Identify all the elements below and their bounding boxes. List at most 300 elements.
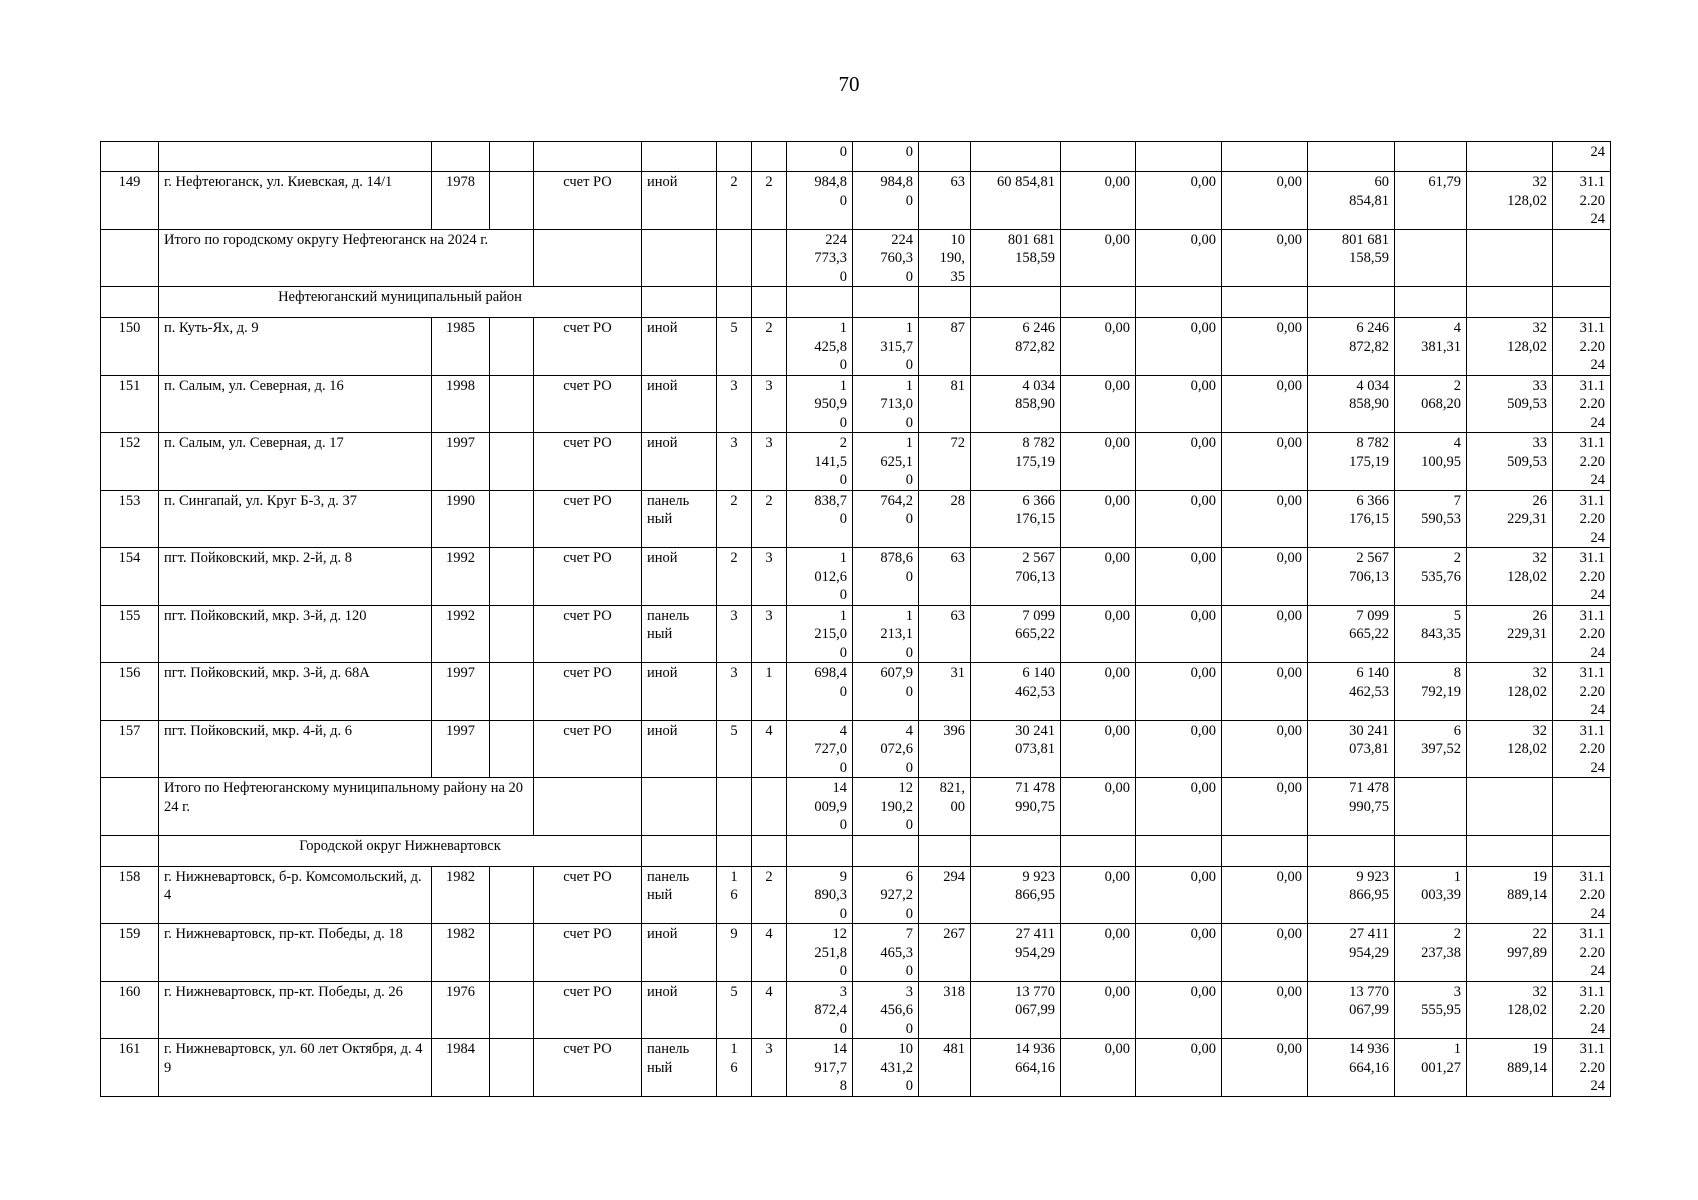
cell-deadline: 31.1 2.20 24 — [1553, 866, 1611, 924]
cell-entrances: 2 — [752, 172, 787, 230]
cell-num: 153 — [101, 490, 159, 548]
cell-wall-type: иной — [642, 663, 717, 721]
cell-residents: 72 — [919, 433, 971, 491]
cell-area-total: 14 009,9 0 — [787, 778, 853, 836]
cell-deadline — [1553, 287, 1611, 318]
cell-floors: 3 — [717, 375, 752, 433]
cell-fund-region: 0,00 — [1136, 318, 1222, 376]
cell-area-total — [787, 835, 853, 866]
cell-num: 151 — [101, 375, 159, 433]
cell-fund-owners: 27 411 954,29 — [1308, 924, 1395, 982]
cell-wall-type: иной — [642, 548, 717, 606]
cell-fund-fed — [1061, 287, 1136, 318]
cell-fund-fed: 0,00 — [1061, 229, 1136, 287]
cell-year: 1997 — [432, 433, 490, 491]
cell-account: счет РО — [534, 720, 642, 778]
cell-fund-fed: 0,00 — [1061, 924, 1136, 982]
housing-register-table — [100, 141, 1611, 1097]
cell-area-total: 0 — [787, 142, 853, 172]
cell-fund-fed: 0,00 — [1061, 605, 1136, 663]
cell-limit-per-m2: 33 509,53 — [1467, 433, 1553, 491]
cell-account: счет РО — [534, 548, 642, 606]
cell-wall-type: панель ный — [642, 866, 717, 924]
table-row — [101, 318, 1611, 376]
cell-area-living — [853, 835, 919, 866]
cell-cost-per-m2: 7 590,53 — [1395, 490, 1467, 548]
cell-fund-local: 0,00 — [1222, 1039, 1308, 1097]
cell-fund-fed: 0,00 — [1061, 663, 1136, 721]
cell-entrances: 2 — [752, 490, 787, 548]
cell-residents — [919, 287, 971, 318]
cell-num — [101, 835, 159, 866]
cell-cost: 9 923 866,95 — [971, 866, 1061, 924]
cell-fund-region: 0,00 — [1136, 1039, 1222, 1097]
table-row — [101, 142, 1611, 172]
cell-entrances: 4 — [752, 924, 787, 982]
cell-cost-per-m2 — [1395, 778, 1467, 836]
cell-residents: 10 190, 35 — [919, 229, 971, 287]
cell-residents: 28 — [919, 490, 971, 548]
cell-wall-type: иной — [642, 375, 717, 433]
cell-deadline: 31.1 2.20 24 — [1553, 720, 1611, 778]
cell-fund-local — [1222, 142, 1308, 172]
cell-fund-region: 0,00 — [1136, 866, 1222, 924]
cell-cost: 27 411 954,29 — [971, 924, 1061, 982]
cell-wall-type — [642, 287, 717, 318]
cell-fund-local: 0,00 — [1222, 866, 1308, 924]
cell-blank — [490, 375, 534, 433]
cell-wall-type: панель ный — [642, 490, 717, 548]
cell-limit-per-m2: 32 128,02 — [1467, 663, 1553, 721]
cell-cost — [971, 835, 1061, 866]
cell-fund-local: 0,00 — [1222, 778, 1308, 836]
section-row — [101, 835, 1611, 866]
cell-num — [101, 142, 159, 172]
cell-deadline: 31.1 2.20 24 — [1553, 375, 1611, 433]
cell-residents: 87 — [919, 318, 971, 376]
cell-blank — [490, 548, 534, 606]
cell-blank — [490, 142, 534, 172]
cell-fund-local: 0,00 — [1222, 663, 1308, 721]
cell-account: счет РО — [534, 375, 642, 433]
cell-fund-owners: 2 567 706,13 — [1308, 548, 1395, 606]
cell-floors: 2 — [717, 548, 752, 606]
cell-year: 1982 — [432, 866, 490, 924]
cell-address: пгт. Пойковский, мкр. 4-й, д. 6 — [159, 720, 432, 778]
cell-num — [101, 778, 159, 836]
cell-area-living: 1 713,0 0 — [853, 375, 919, 433]
cell-fund-region: 0,00 — [1136, 172, 1222, 230]
cell-blank — [490, 663, 534, 721]
table-row — [101, 490, 1611, 548]
cell-wall-type: иной — [642, 981, 717, 1039]
cell-fund-local: 0,00 — [1222, 605, 1308, 663]
cell-fund-fed: 0,00 — [1061, 490, 1136, 548]
cell-fund-local: 0,00 — [1222, 375, 1308, 433]
cell-deadline: 31.1 2.20 24 — [1553, 548, 1611, 606]
cell-wall-type: иной — [642, 720, 717, 778]
cell-fund-fed: 0,00 — [1061, 1039, 1136, 1097]
cell-limit-per-m2: 22 997,89 — [1467, 924, 1553, 982]
cell-fund-region: 0,00 — [1136, 548, 1222, 606]
cell-address — [159, 142, 432, 172]
cell-residents: 821, 00 — [919, 778, 971, 836]
cell-area-total: 1 950,9 0 — [787, 375, 853, 433]
cell-year: 1992 — [432, 548, 490, 606]
table-row — [101, 548, 1611, 606]
cell-fund-region: 0,00 — [1136, 229, 1222, 287]
cell-cost-per-m2: 1 001,27 — [1395, 1039, 1467, 1097]
cell-account: счет РО — [534, 866, 642, 924]
cell-cost: 801 681 158,59 — [971, 229, 1061, 287]
cell-year: 1998 — [432, 375, 490, 433]
cell-cost-per-m2: 2 535,76 — [1395, 548, 1467, 606]
cell-fund-fed: 0,00 — [1061, 720, 1136, 778]
cell-deadline: 31.1 2.20 24 — [1553, 433, 1611, 491]
cell-cost-per-m2: 2 068,20 — [1395, 375, 1467, 433]
cell-area-living: 1 625,1 0 — [853, 433, 919, 491]
cell-area-living: 12 190,2 0 — [853, 778, 919, 836]
cell-area-total: 2 141,5 0 — [787, 433, 853, 491]
cell-area-total: 12 251,8 0 — [787, 924, 853, 982]
cell-cost: 60 854,81 — [971, 172, 1061, 230]
cell-year: 1992 — [432, 605, 490, 663]
cell-fund-owners: 8 782 175,19 — [1308, 433, 1395, 491]
cell-entrances — [752, 835, 787, 866]
cell-wall-type — [642, 142, 717, 172]
cell-blank — [490, 866, 534, 924]
cell-entrances: 1 — [752, 663, 787, 721]
cell-address: п. Салым, ул. Северная, д. 16 — [159, 375, 432, 433]
cell-residents: 267 — [919, 924, 971, 982]
cell-residents: 63 — [919, 605, 971, 663]
cell-area-living: 224 760,3 0 — [853, 229, 919, 287]
cell-fund-fed: 0,00 — [1061, 548, 1136, 606]
cell-area-total: 9 890,3 0 — [787, 866, 853, 924]
cell-cost-per-m2 — [1395, 142, 1467, 172]
cell-fund-fed: 0,00 — [1061, 866, 1136, 924]
cell-limit-per-m2: 32 128,02 — [1467, 318, 1553, 376]
cell-fund-owners: 7 099 665,22 — [1308, 605, 1395, 663]
cell-area-living: 0 — [853, 142, 919, 172]
cell-floors: 5 — [717, 981, 752, 1039]
cell-area-total: 1 425,8 0 — [787, 318, 853, 376]
cell-residents: 318 — [919, 981, 971, 1039]
cell-deadline: 31.1 2.20 24 — [1553, 981, 1611, 1039]
cell-cost: 8 782 175,19 — [971, 433, 1061, 491]
cell-cost: 2 567 706,13 — [971, 548, 1061, 606]
cell-wall-type: иной — [642, 318, 717, 376]
cell-blank — [490, 318, 534, 376]
cell-wall-type: иной — [642, 433, 717, 491]
table-row — [101, 375, 1611, 433]
cell-area-living: 878,6 0 — [853, 548, 919, 606]
cell-area-total: 4 727,0 0 — [787, 720, 853, 778]
cell-area-living: 764,2 0 — [853, 490, 919, 548]
cell-address: пгт. Пойковский, мкр. 3-й, д. 68А — [159, 663, 432, 721]
cell-deadline: 31.1 2.20 24 — [1553, 490, 1611, 548]
cell-cost-per-m2: 3 555,95 — [1395, 981, 1467, 1039]
cell-entrances — [752, 287, 787, 318]
cell-account: счет РО — [534, 490, 642, 548]
table-row — [101, 924, 1611, 982]
cell-area-living: 1 315,7 0 — [853, 318, 919, 376]
cell-blank — [490, 490, 534, 548]
cell-floors: 5 — [717, 720, 752, 778]
cell-wall-type: иной — [642, 924, 717, 982]
cell-residents: 63 — [919, 172, 971, 230]
cell-fund-owners: 6 246 872,82 — [1308, 318, 1395, 376]
cell-cost-per-m2 — [1395, 835, 1467, 866]
cell-cost: 30 241 073,81 — [971, 720, 1061, 778]
cell-fund-fed — [1061, 142, 1136, 172]
cell-deadline: 31.1 2.20 24 — [1553, 605, 1611, 663]
cell-area-total: 838,7 0 — [787, 490, 853, 548]
cell-entrances: 4 — [752, 720, 787, 778]
cell-fund-region: 0,00 — [1136, 490, 1222, 548]
cell-entrances: 3 — [752, 1039, 787, 1097]
cell-num — [101, 229, 159, 287]
cell-cost-per-m2 — [1395, 287, 1467, 318]
cell-residents — [919, 142, 971, 172]
cell-area-total: 14 917,7 8 — [787, 1039, 853, 1097]
cell-entrances — [752, 142, 787, 172]
cell-address: п. Сингапай, ул. Круг Б-3, д. 37 — [159, 490, 432, 548]
cell-num: 150 — [101, 318, 159, 376]
cell-entrances: 3 — [752, 605, 787, 663]
cell-area-living: 10 431,2 0 — [853, 1039, 919, 1097]
cell-fund-owners: 801 681 158,59 — [1308, 229, 1395, 287]
cell-year: 1978 — [432, 172, 490, 230]
cell-account: счет РО — [534, 433, 642, 491]
cell-cost: 6 246 872,82 — [971, 318, 1061, 376]
cell-address: п. Куть-Ях, д. 9 — [159, 318, 432, 376]
cell-fund-local: 0,00 — [1222, 981, 1308, 1039]
cell-area-total: 3 872,4 0 — [787, 981, 853, 1039]
cell-floors: 3 — [717, 605, 752, 663]
cell-limit-per-m2 — [1467, 835, 1553, 866]
cell-entrances: 3 — [752, 548, 787, 606]
cell-cost — [971, 142, 1061, 172]
cell-limit-per-m2 — [1467, 229, 1553, 287]
cell-cost-per-m2: 4 381,31 — [1395, 318, 1467, 376]
cell-wall-type — [642, 835, 717, 866]
cell-num: 157 — [101, 720, 159, 778]
cell-floors: 2 — [717, 490, 752, 548]
page-number: 70 — [838, 72, 860, 96]
cell-address: г. Нижневартовск, б-р. Комсомольский, д. 4 — [159, 866, 432, 924]
cell-account — [534, 229, 642, 287]
cell-fund-local: 0,00 — [1222, 318, 1308, 376]
cell-area-living: 607,9 0 — [853, 663, 919, 721]
cell-fund-region — [1136, 287, 1222, 318]
cell-address: г. Нижневартовск, пр-кт. Победы, д. 26 — [159, 981, 432, 1039]
cell-cost-per-m2 — [1395, 229, 1467, 287]
cell-cost-per-m2: 8 792,19 — [1395, 663, 1467, 721]
cell-address: г. Нижневартовск, пр-кт. Победы, д. 18 — [159, 924, 432, 982]
cell-limit-per-m2: 19 889,14 — [1467, 1039, 1553, 1097]
cell-year: 1990 — [432, 490, 490, 548]
cell-cost-per-m2: 2 237,38 — [1395, 924, 1467, 982]
cell-fund-owners: 60 854,81 — [1308, 172, 1395, 230]
section-row — [101, 287, 1611, 318]
cell-account: счет РО — [534, 318, 642, 376]
cell-fund-region: 0,00 — [1136, 605, 1222, 663]
cell-fund-owners: 4 034 858,90 — [1308, 375, 1395, 433]
cell-area-living: 6 927,2 0 — [853, 866, 919, 924]
cell-address: пгт. Пойковский, мкр. 3-й, д. 120 — [159, 605, 432, 663]
cell-limit-per-m2: 32 128,02 — [1467, 172, 1553, 230]
cell-address: пгт. Пойковский, мкр. 2-й, д. 8 — [159, 548, 432, 606]
cell-fund-fed: 0,00 — [1061, 778, 1136, 836]
cell-entrances: 2 — [752, 866, 787, 924]
cell-fund-local: 0,00 — [1222, 924, 1308, 982]
cell-account: счет РО — [534, 605, 642, 663]
cell-limit-per-m2: 33 509,53 — [1467, 375, 1553, 433]
cell-num: 155 — [101, 605, 159, 663]
cell-residents — [919, 835, 971, 866]
cell-floors — [717, 835, 752, 866]
cell-residents: 294 — [919, 866, 971, 924]
cell-address: г. Нефтеюганск, ул. Киевская, д. 14/1 — [159, 172, 432, 230]
cell-fund-owners: 6 140 462,53 — [1308, 663, 1395, 721]
cell-num: 152 — [101, 433, 159, 491]
cell-num: 156 — [101, 663, 159, 721]
cell-account — [534, 778, 642, 836]
cell-area-total — [787, 287, 853, 318]
cell-entrances — [752, 778, 787, 836]
cell-account: счет РО — [534, 172, 642, 230]
cell-area-total: 1 215,0 0 — [787, 605, 853, 663]
cell-fund-region: 0,00 — [1136, 663, 1222, 721]
cell-deadline: 24 — [1553, 142, 1611, 172]
cell-fund-owners: 71 478 990,75 — [1308, 778, 1395, 836]
cell-residents: 481 — [919, 1039, 971, 1097]
cell-blank — [490, 924, 534, 982]
cell-account: счет РО — [534, 663, 642, 721]
cell-blank — [490, 981, 534, 1039]
cell-cost-per-m2: 4 100,95 — [1395, 433, 1467, 491]
cell-cost: 71 478 990,75 — [971, 778, 1061, 836]
cell-year: 1976 — [432, 981, 490, 1039]
cell-fund-fed — [1061, 835, 1136, 866]
cell-floors: 9 — [717, 924, 752, 982]
cell-entrances: 2 — [752, 318, 787, 376]
cell-fund-owners: 14 936 664,16 — [1308, 1039, 1395, 1097]
cell-cost — [971, 287, 1061, 318]
cell-deadline: 31.1 2.20 24 — [1553, 318, 1611, 376]
cell-fund-region: 0,00 — [1136, 981, 1222, 1039]
cell-fund-region: 0,00 — [1136, 375, 1222, 433]
cell-area-total: 1 012,6 0 — [787, 548, 853, 606]
cell-fund-fed: 0,00 — [1061, 433, 1136, 491]
cell-floors — [717, 778, 752, 836]
cell-address: п. Салым, ул. Северная, д. 17 — [159, 433, 432, 491]
cell-floors — [717, 287, 752, 318]
cell-wall-type: иной — [642, 172, 717, 230]
cell-cost-per-m2: 61,79 — [1395, 172, 1467, 230]
cell-deadline: 31.1 2.20 24 — [1553, 172, 1611, 230]
cell-residents: 396 — [919, 720, 971, 778]
cell-blank — [490, 433, 534, 491]
cell-deadline: 31.1 2.20 24 — [1553, 1039, 1611, 1097]
cell-wall-type — [642, 229, 717, 287]
cell-wall-type: панель ный — [642, 1039, 717, 1097]
table-row — [101, 866, 1611, 924]
cell-area-living: 3 456,6 0 — [853, 981, 919, 1039]
section-label: Нефтеюганский муниципальный район — [159, 287, 642, 318]
cell-year: 1997 — [432, 663, 490, 721]
table-row — [101, 1039, 1611, 1097]
cell-limit-per-m2: 26 229,31 — [1467, 605, 1553, 663]
cell-account: счет РО — [534, 924, 642, 982]
cell-floors: 3 — [717, 663, 752, 721]
cell-floors — [717, 142, 752, 172]
cell-num: 154 — [101, 548, 159, 606]
cell-fund-region: 0,00 — [1136, 433, 1222, 491]
cell-area-total: 698,4 0 — [787, 663, 853, 721]
cell-area-total: 984,8 0 — [787, 172, 853, 230]
cell-floors — [717, 229, 752, 287]
cell-limit-per-m2: 26 229,31 — [1467, 490, 1553, 548]
cell-account — [534, 142, 642, 172]
cell-num — [101, 287, 159, 318]
cell-floors: 3 — [717, 433, 752, 491]
cell-entrances: 3 — [752, 433, 787, 491]
cell-area-living — [853, 287, 919, 318]
cell-cost: 14 936 664,16 — [971, 1039, 1061, 1097]
total-row — [101, 778, 1611, 836]
cell-fund-local: 0,00 — [1222, 229, 1308, 287]
cell-limit-per-m2 — [1467, 287, 1553, 318]
cell-floors: 5 — [717, 318, 752, 376]
cell-num: 158 — [101, 866, 159, 924]
cell-fund-region — [1136, 142, 1222, 172]
section-label: Городской округ Нижневартовск — [159, 835, 642, 866]
cell-fund-owners: 6 366 176,15 — [1308, 490, 1395, 548]
cell-year: 1982 — [432, 924, 490, 982]
cell-cost: 6 366 176,15 — [971, 490, 1061, 548]
total-row — [101, 229, 1611, 287]
cell-fund-local — [1222, 835, 1308, 866]
cell-fund-region: 0,00 — [1136, 720, 1222, 778]
cell-wall-type — [642, 778, 717, 836]
cell-blank — [490, 1039, 534, 1097]
cell-limit-per-m2 — [1467, 142, 1553, 172]
cell-fund-fed: 0,00 — [1061, 318, 1136, 376]
cell-area-living: 4 072,6 0 — [853, 720, 919, 778]
table-row — [101, 605, 1611, 663]
cell-fund-local: 0,00 — [1222, 172, 1308, 230]
cell-fund-local — [1222, 287, 1308, 318]
table-row — [101, 663, 1611, 721]
cell-fund-owners — [1308, 835, 1395, 866]
cell-num: 161 — [101, 1039, 159, 1097]
cell-num: 149 — [101, 172, 159, 230]
cell-area-living: 7 465,3 0 — [853, 924, 919, 982]
total-label: Итого по Нефтеюганскому муниципальному району на 2024 г. — [159, 778, 534, 836]
cell-account: счет РО — [534, 981, 642, 1039]
cell-blank — [490, 720, 534, 778]
cell-area-living: 1 213,1 0 — [853, 605, 919, 663]
cell-wall-type: панель ный — [642, 605, 717, 663]
cell-address: г. Нижневартовск, ул. 60 лет Октября, д. 49 — [159, 1039, 432, 1097]
cell-fund-local: 0,00 — [1222, 433, 1308, 491]
cell-cost-per-m2: 5 843,35 — [1395, 605, 1467, 663]
cell-num: 159 — [101, 924, 159, 982]
table-row — [101, 720, 1611, 778]
cell-fund-region: 0,00 — [1136, 924, 1222, 982]
